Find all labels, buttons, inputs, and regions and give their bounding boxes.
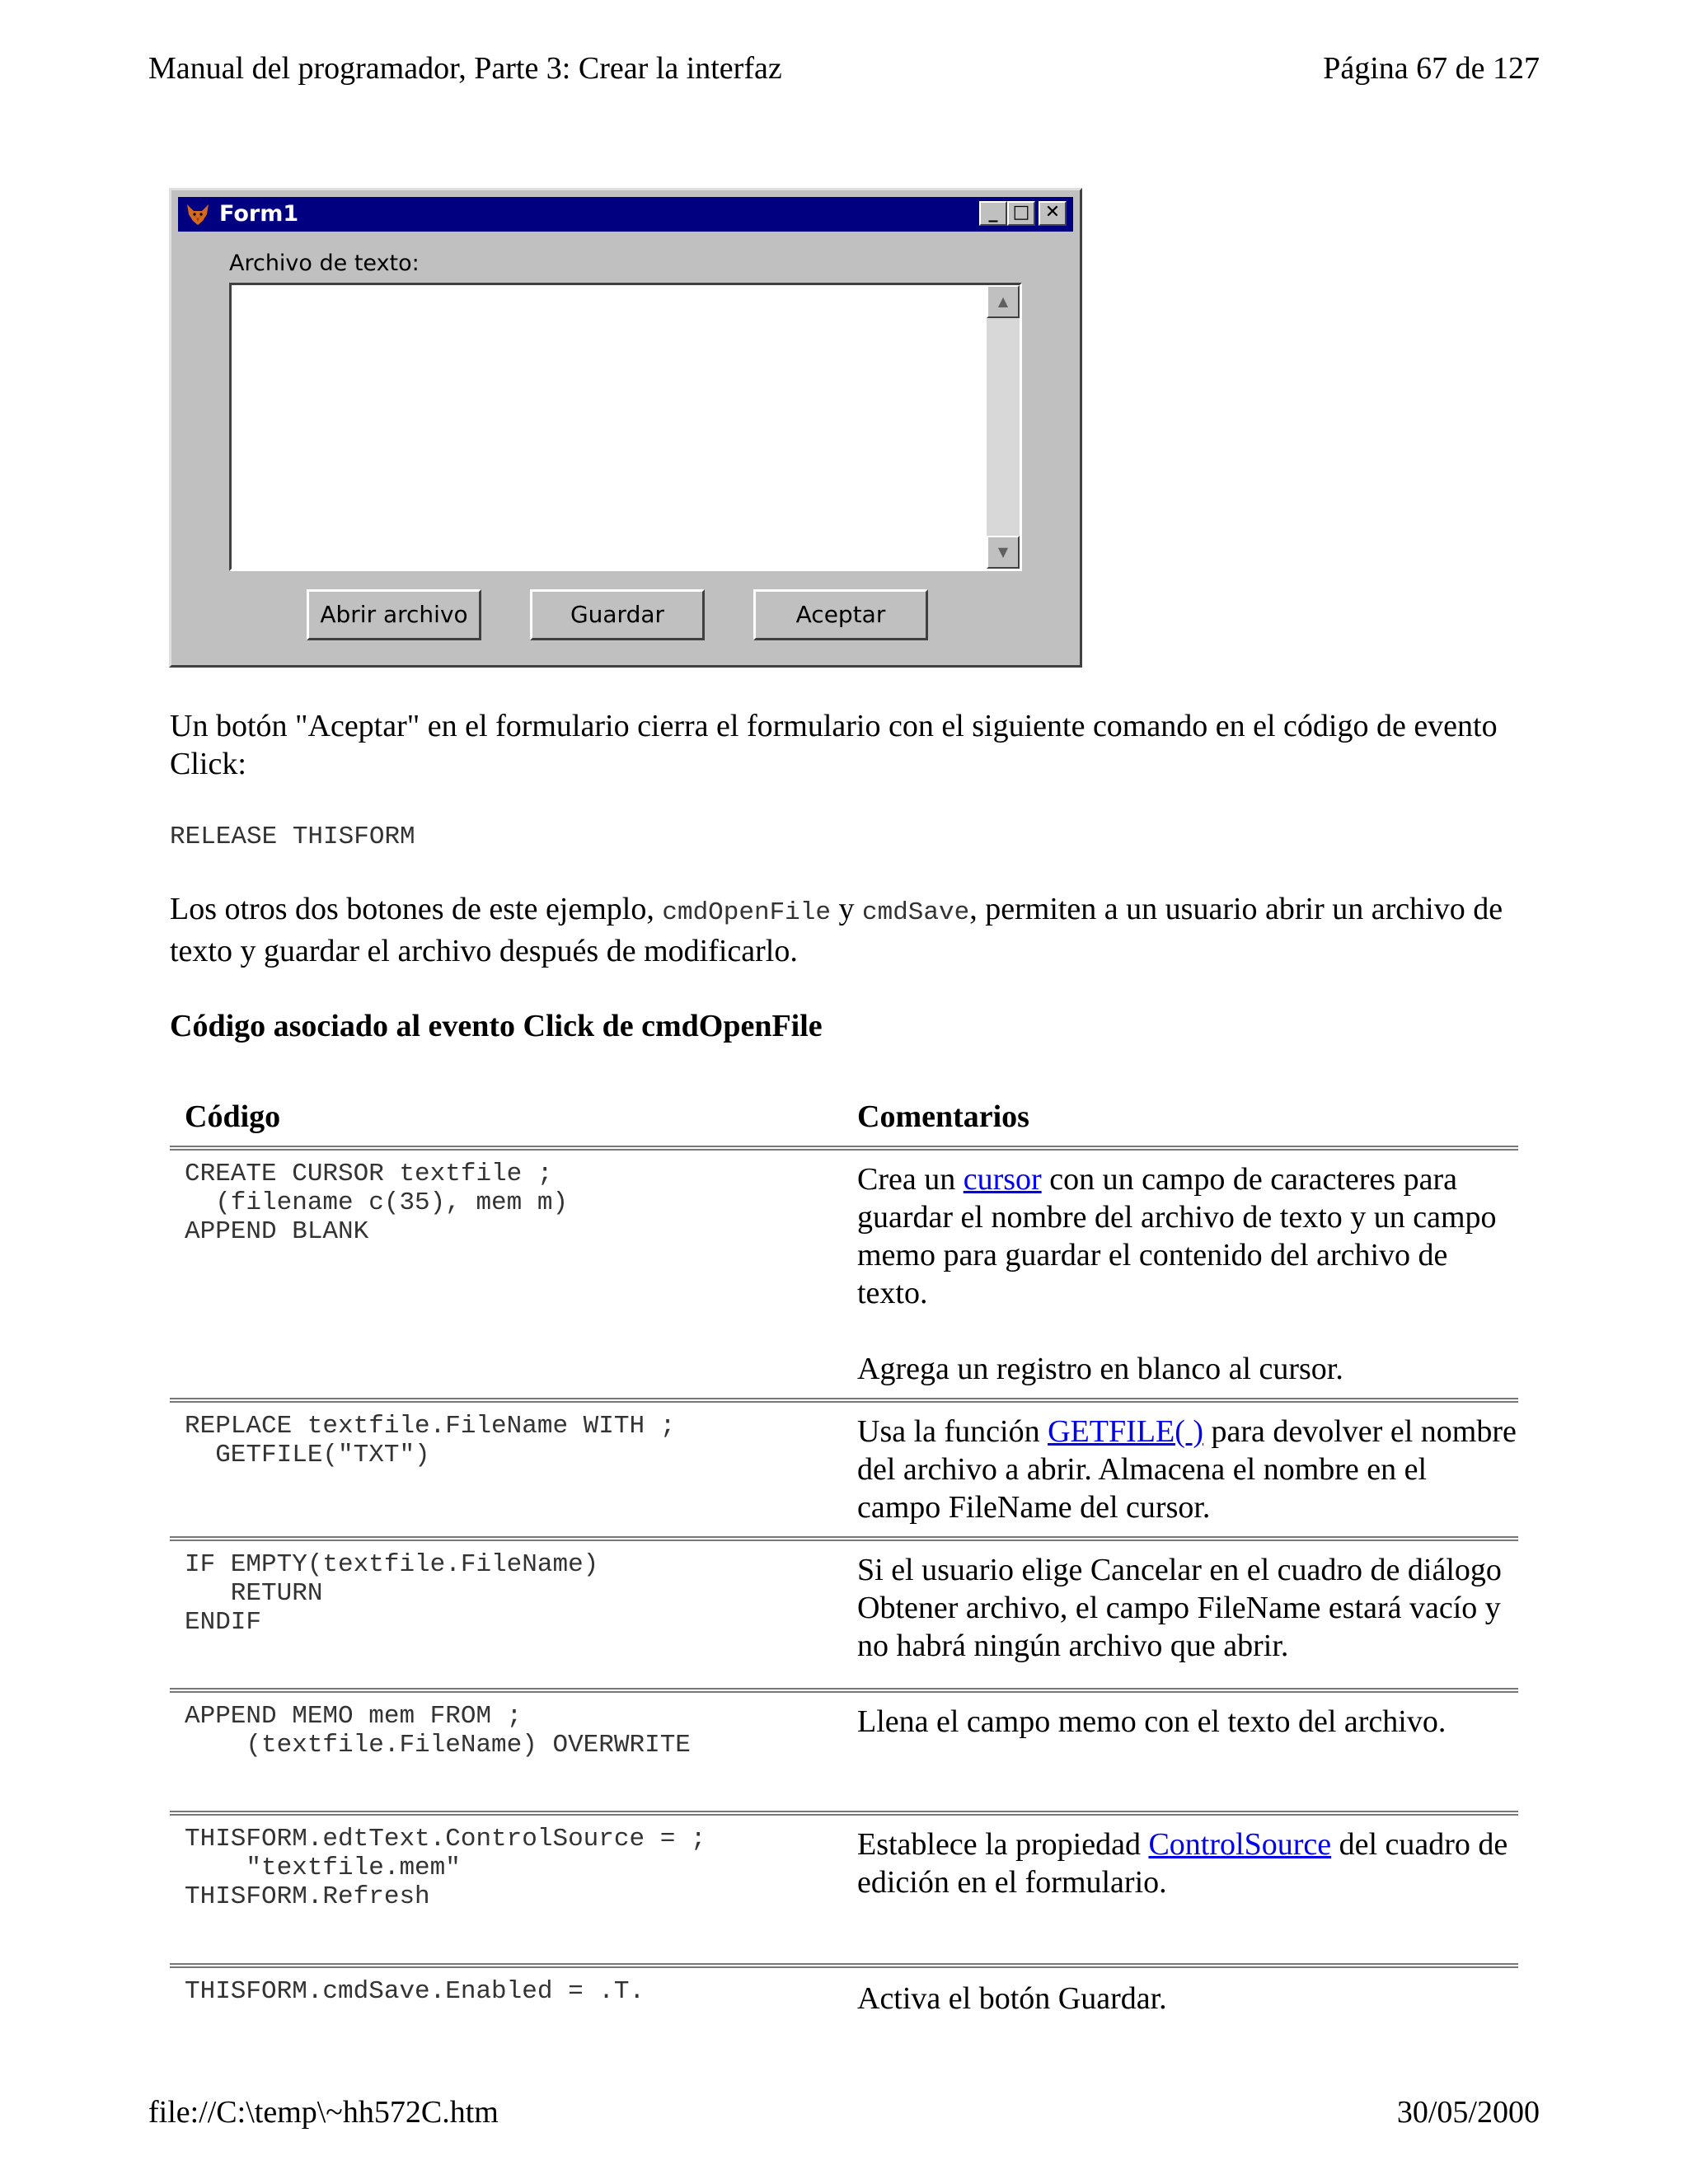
row-6-comment: Activa el botón Guardar.	[857, 1981, 1167, 2016]
vertical-scrollbar[interactable]	[987, 285, 1020, 569]
title-bar[interactable]	[178, 197, 1073, 232]
table-rule	[170, 1398, 1518, 1403]
column-header-comments: Comentarios	[857, 1099, 1029, 1134]
row-1-comment-extra: Agrega un registro en blanco al cursor.	[857, 1352, 1343, 1386]
buttons-paragraph-text-1: Los otros dos botones de este ejemplo,	[170, 892, 663, 926]
row-1-code: CREATE CURSOR textfile ; (filename c(35), mem m) APPEND BLANK	[185, 1160, 569, 1246]
row-4-comment: Llena el campo memo con el texto del archivo.	[857, 1704, 1447, 1739]
row-3-comment: Si el usuario elige Cancelar en el cuadro de diálogo Obtener archivo, el campo FileName estará vacío y no habrá ningún archivo que abrir.	[857, 1553, 1502, 1663]
buttons-paragraph	[170, 890, 1530, 970]
form-window	[169, 188, 1082, 668]
accept-button[interactable]: Aceptar	[753, 589, 928, 640]
row-2-code: REPLACE textfile.FileName WITH ; GETFILE("TXT")	[185, 1412, 676, 1469]
footer-path: file://C:\temp\~hh572C.htm	[148, 2095, 499, 2130]
table-rule	[170, 1536, 1518, 1541]
buttons-paragraph-text-3: , permiten a un usuario abrir un archivo de texto y guardar el archivo después de modificarlo.	[170, 892, 1503, 968]
minimize-button[interactable]: _	[979, 201, 1007, 226]
table-rule	[170, 1811, 1518, 1816]
buttons-paragraph-text-2: y	[831, 892, 862, 926]
footer-date: 30/05/2000	[1396, 2095, 1540, 2130]
intro-paragraph: Un botón "Aceptar" en el formulario cierra el formulario con el siguiente comando en el código de evento Click:	[170, 709, 1498, 781]
row-2-comment-text-2: para devolver el nombre del archivo a abrir. Almacena el nombre en el campo FileName del cursor.	[857, 1414, 1517, 1525]
table-rule	[170, 1146, 1518, 1151]
row-1-comment-text-1: Crea un	[857, 1162, 964, 1197]
row-2-comment-text-1: Usa la función	[857, 1414, 1048, 1449]
window-title: Form1	[219, 201, 299, 227]
save-button[interactable]: Guardar	[530, 589, 705, 640]
open-file-button[interactable]: Abrir archivo	[307, 589, 481, 640]
row-1-comment	[857, 1160, 1517, 1312]
row-6-code: THISFORM.cmdSave.Enabled = .T.	[185, 1977, 645, 2006]
cmdopenfile-code: cmdOpenFile	[662, 898, 831, 927]
close-button[interactable]: ✕	[1039, 201, 1067, 226]
scroll-up-icon[interactable]: ▲	[987, 285, 1020, 318]
release-command: RELEASE THISFORM	[170, 823, 415, 851]
table-rule	[170, 1688, 1518, 1693]
controlsource-link[interactable]: ControlSource	[1148, 1827, 1332, 1862]
cursor-link[interactable]: cursor	[963, 1162, 1042, 1197]
getfile-link[interactable]: GETFILE( )	[1048, 1414, 1203, 1449]
text-edit-box[interactable]	[229, 283, 1022, 571]
row-5-comment-text-1: Establece la propiedad	[857, 1827, 1149, 1862]
scroll-down-icon[interactable]: ▼	[987, 536, 1020, 569]
table-rule	[170, 1963, 1518, 1968]
maximize-button[interactable]: □	[1007, 201, 1035, 226]
page-number: Página 67 de 127	[1323, 51, 1540, 86]
section-heading: Código asociado al evento Click de cmdOpenFile	[170, 1009, 823, 1043]
row-5-comment-text-2: del cuadro de edición en el formulario.	[857, 1827, 1508, 1900]
cmdsave-code: cmdSave	[862, 898, 970, 927]
column-header-code: Código	[185, 1099, 281, 1134]
row-2-comment	[857, 1413, 1517, 1526]
row-5-code: THISFORM.edtText.ControlSource = ; "textfile.mem" THISFORM.Refresh	[185, 1825, 706, 1911]
row-1-comment-text-2: con un campo de caracteres para guardar el nombre del archivo de texto y un campo memo para guardar el contenido del archivo de texto.	[857, 1162, 1497, 1310]
row-4-code: APPEND MEMO mem FROM ; (textfile.FileName) OVERWRITE	[185, 1702, 691, 1760]
row-3-code: IF EMPTY(textfile.FileName) RETURN ENDIF	[185, 1550, 599, 1637]
text-file-label: Archivo de texto:	[229, 251, 420, 276]
fox-icon	[185, 201, 211, 227]
header-title: Manual del programador, Parte 3: Crear la interfaz	[148, 51, 782, 86]
row-5-comment	[857, 1825, 1517, 1901]
